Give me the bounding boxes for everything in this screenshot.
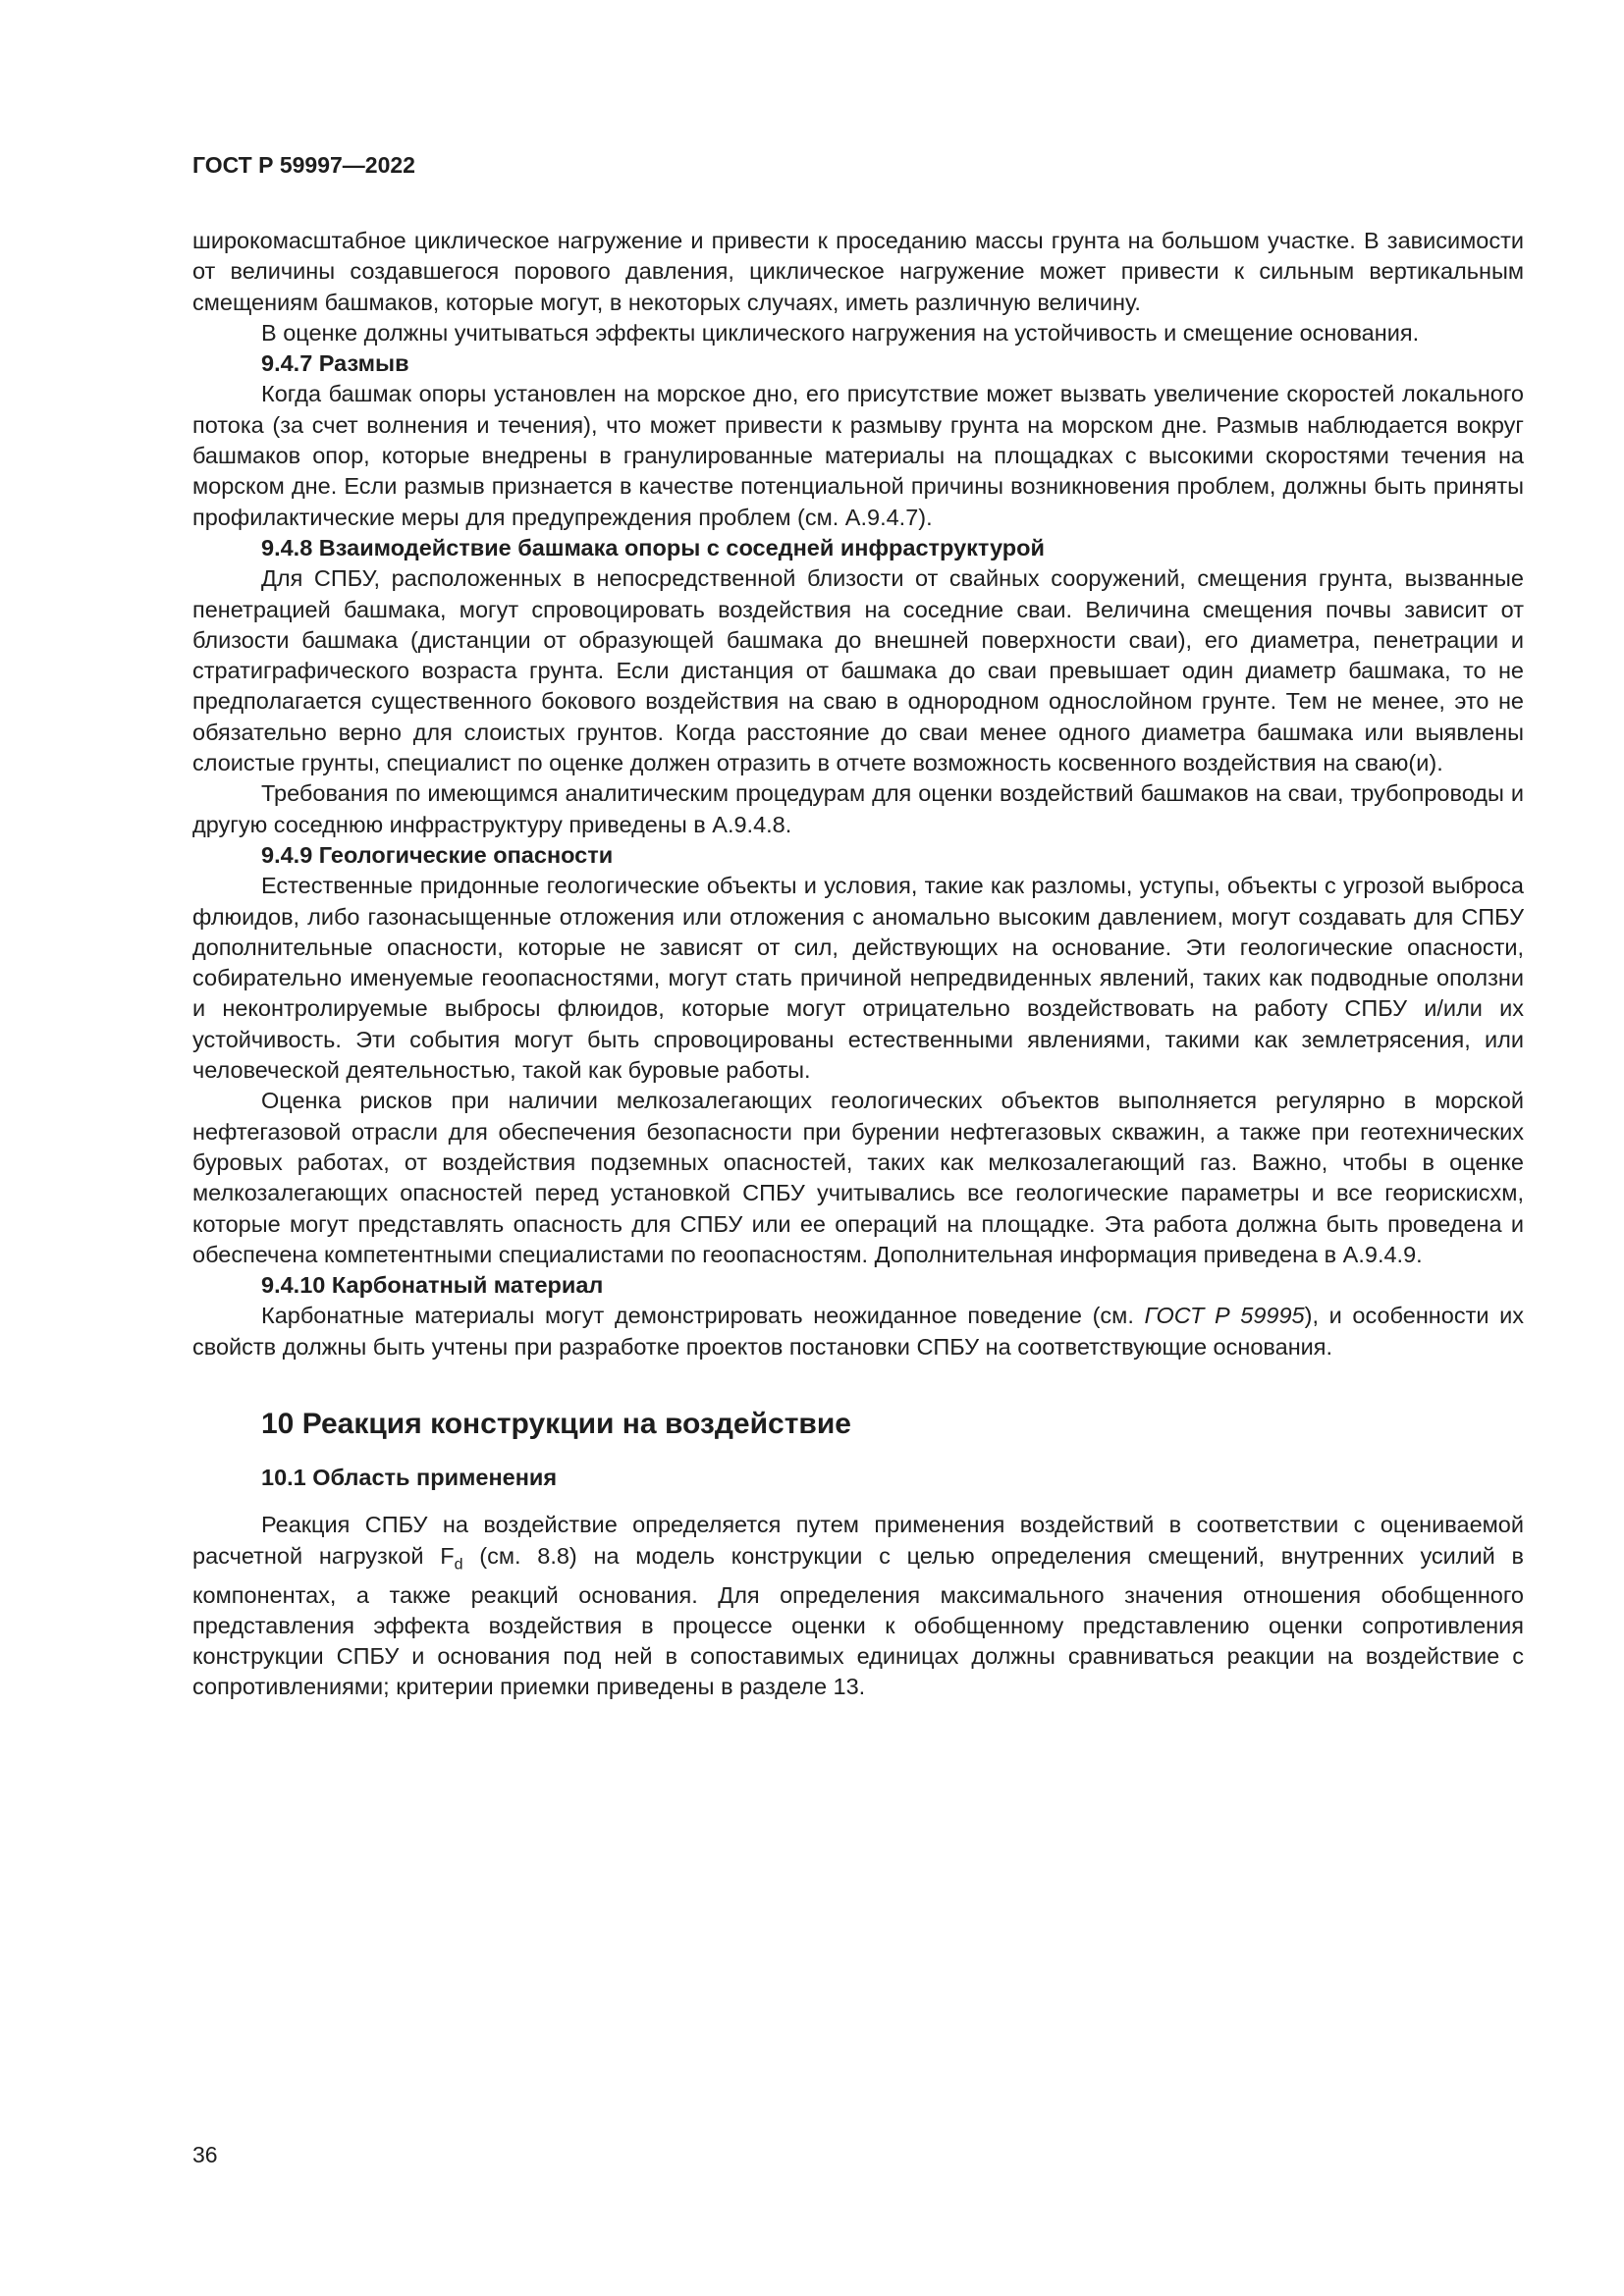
paragraph: Оценка рисков при наличии мелкозалегающих геологических объектов выполняется регулярно в морской нефтегазовой отрасли для обеспечения безопасности при бурении нефтегазовых скважин, а также при геотехнических буровых работах, от воздействия подземных опасностей, таких как мелкозалегающий газ. Важно, чтобы в оценке мелкозалегающих опасностей перед установкой СПБУ учитывались все геологические параметры и все георискисхм, которые могут представлять опасность для СПБУ или ее операций на площадке. Эта работа должна быть проведена и обеспечена компетентными специалистами по геоопасностям. Дополнительная информация приведена в А.9.4.9.	[192, 1088, 1524, 1267]
subsection-heading-10-1: 10.1 Область применения	[261, 1464, 558, 1490]
standard-reference: ГОСТ Р 59995	[1144, 1303, 1305, 1329]
text-run: Карбонатные материалы могут демонстрировать неожиданное поведение (см.	[261, 1303, 1145, 1329]
subsection-heading-9-4-8: 9.4.8 Взаимодействие башмака опоры с соседней инфраструктурой	[261, 534, 1045, 561]
subsection-heading-9-4-7: 9.4.7 Размыв	[261, 350, 409, 377]
standard-header: ГОСТ Р 59997—2022	[192, 152, 415, 178]
paragraph: Требования по имеющимся аналитическим процедурам для оценки воздействий башмаков на сваи, трубопроводы и другую соседнюю инфраструктуру приведены в А.9.4.8.	[192, 780, 1524, 837]
paragraph: В оценке должны учитываться эффекты циклического нагружения на устойчивость и смещение основания.	[261, 319, 1420, 346]
paragraph	[192, 1301, 1524, 1362]
section-heading-10: 10 Реакция конструкции на воздействие	[261, 1407, 851, 1440]
subscript: d	[454, 1556, 463, 1574]
paragraph: Естественные придонные геологические объекты и условия, такие как разломы, уступы, объекты с угрозой выброса флюидов, либо газонасыщенные отложения или отложения с аномально высоким давлением, могут создавать для СПБУ дополнительные опасности, которые не зависят от сил, действующих на основание. Эти геологические опасности, собирательно именуемые геоопасностями, могут стать причиной непредвиденных явлений, таких как подводные оползни и неконтролируемые выбросы флюидов, которые могут отрицательно воздействовать на работу СПБУ и/или их устойчивость. Эти события могут быть спровоцированы естественными явлениями, такими как землетрясения, или человеческой деятельностью, такой как буровые работы.	[192, 873, 1524, 1084]
paragraph: широкомасштабное циклическое нагружение и привести к проседанию массы грунта на большом участке. В зависимости от величины создавшегося порового давления, циклическое нагружение может привести к сильным вертикальным смещениям башмаков, которые могут, в некоторых случаях, иметь различную величину.	[192, 228, 1524, 315]
text-run: Реакция СПБУ на воздействие определяется путем применения воздействий в соответствии с оцениваемой расчетной нагрузкой F	[192, 1512, 1524, 1569]
subsection-heading-9-4-9: 9.4.9 Геологические опасности	[261, 841, 614, 868]
text-run: (см. 8.8) на модель конструкции с целью определения смещений, внутренних усилий в компонентах, а также реакций основания. Для определения максимального значения отношения обобщенного представления эффекта воздействия в процессе оценки к обобщенному представлению оценки сопротивления конструкции СПБУ и основания под ней в сопоставимых единицах должны сравниваться реакции на воздействие с сопротивлениями; критерии приемки приведены в разделе 13.	[192, 1542, 1524, 1700]
text-run: ), и особенности их свойств должны быть учтены при разработке проектов постановки СПБУ на соответствующие основания.	[192, 1303, 1524, 1360]
subsection-heading-9-4-10: 9.4.10 Карбонатный материал	[261, 1272, 604, 1299]
page-body	[192, 226, 1524, 1703]
page-number: 36	[192, 2142, 218, 2167]
paragraph	[192, 1510, 1524, 1702]
paragraph: Когда башмак опоры установлен на морское дно, его присутствие может вызвать увеличение скоростей локального потока (за счет волнения и течения), что может привести к размыву грунта на морском дне. Размыв наблюдается вокруг башмаков опор, которые внедрены в гранулированные материалы на площадках с высокими скоростями течения на морском дне. Если размыв признается в качестве потенциальной причины возникновения проблем, должны быть приняты профилактические меры для предупреждения проблем (см. А.9.4.7).	[192, 381, 1524, 530]
paragraph: Для СПБУ, расположенных в непосредственной близости от свайных сооружений, смещения грунта, вызванные пенетрацией башмака, могут спровоцировать воздействия на соседние сваи. Величина смещения почвы зависит от близости башмака (дистанции от образующей башмака до внешней поверхности сваи), его диаметра, пенетрации и стратиграфического возраста грунта. Если дистанция от башмака до сваи превышает один диаметр башмака, то не предполагается существенного бокового воздействия на сваю в однородном однослойном грунте. Тем не менее, это не обязательно верно для слоистых грунтов. Когда расстояние до сваи менее одного диаметра башмака или выявлены слоистые грунты, специалист по оценке должен отразить в отчете возможность косвенного воздействия на сваю(и).	[192, 565, 1524, 776]
document-page	[192, 0, 1524, 2296]
